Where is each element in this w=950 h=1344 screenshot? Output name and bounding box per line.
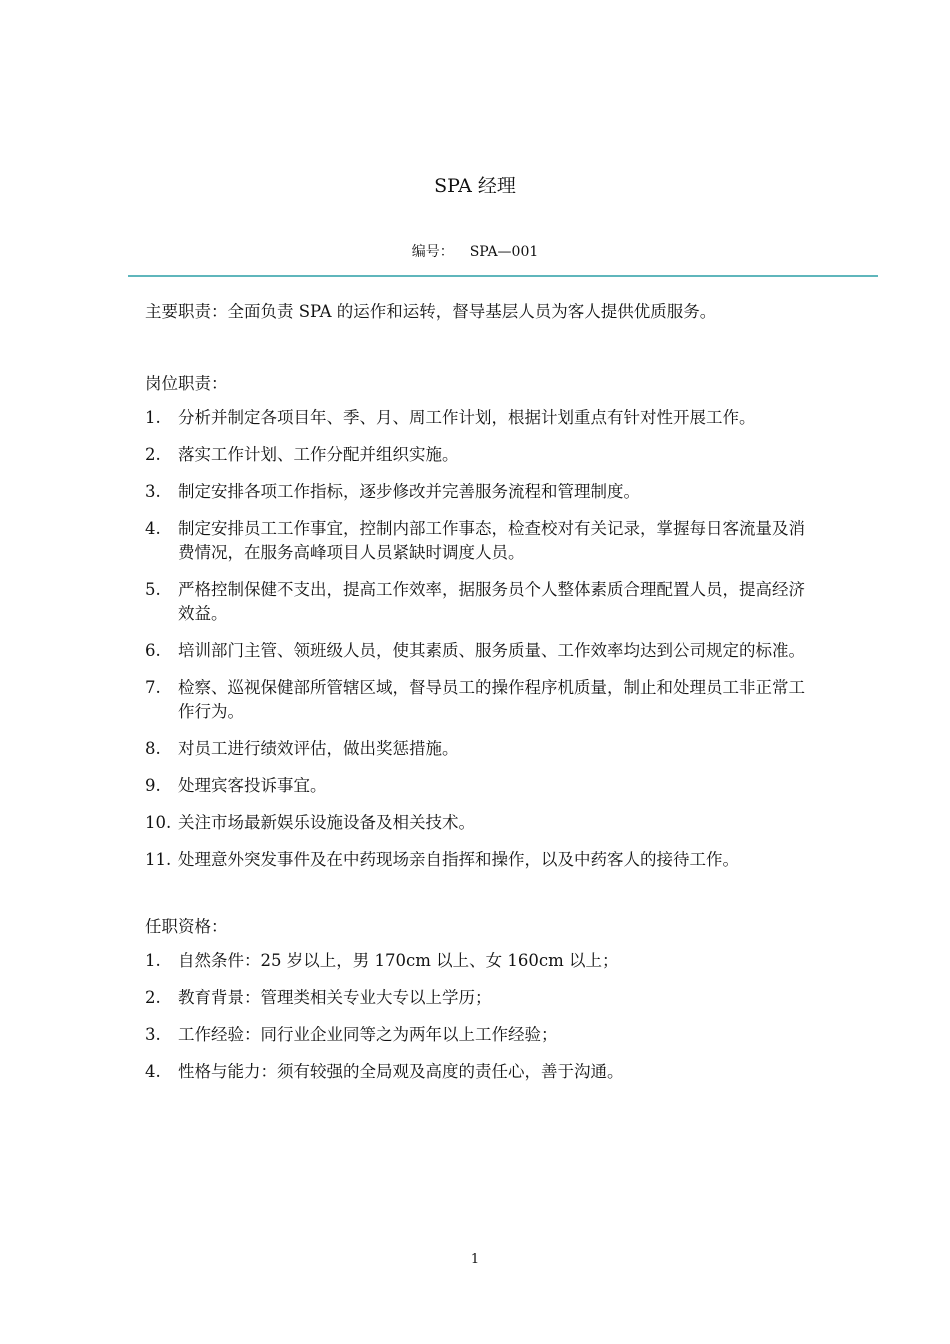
list-item-number: 3. bbox=[145, 482, 161, 501]
page-title: SPA 经理 bbox=[434, 175, 516, 197]
duty-item bbox=[145, 578, 810, 626]
list-item-text: 关注市场最新娱乐设施设备及相关技术。 bbox=[178, 813, 475, 832]
duty-item bbox=[145, 676, 810, 724]
duty-item bbox=[145, 443, 810, 467]
header-divider bbox=[128, 275, 878, 277]
list-item-number: 6. bbox=[145, 641, 161, 660]
list-item-number: 10. bbox=[145, 813, 172, 832]
list-item-number: 9. bbox=[145, 776, 161, 795]
list-item-number: 2. bbox=[145, 988, 161, 1007]
list-item-number: 11. bbox=[145, 850, 172, 869]
list-item-number: 4. bbox=[145, 519, 161, 538]
list-item-text: 处理宾客投诉事宜。 bbox=[178, 776, 327, 795]
duties-list bbox=[145, 406, 810, 872]
list-item-number: 3. bbox=[145, 1025, 161, 1044]
list-item-text: 分析并制定各项目年、季、月、周工作计划，根据计划重点有针对性开展工作。 bbox=[178, 408, 756, 427]
qualification-item bbox=[145, 986, 810, 1010]
duty-item bbox=[145, 639, 810, 663]
duty-item bbox=[145, 774, 810, 798]
duty-item bbox=[145, 737, 810, 761]
list-item-text: 处理意外突发事件及在中药现场亲自指挥和操作，以及中药客人的接待工作。 bbox=[178, 850, 739, 869]
list-item-text: 培训部门主管、领班级人员，使其素质、服务质量、工作效率均达到公司规定的标准。 bbox=[178, 641, 805, 660]
duties-heading: 岗位职责： bbox=[145, 374, 228, 393]
list-item-number: 5. bbox=[145, 580, 161, 599]
list-item-text: 检察、巡视保健部所管辖区域，督导员工的操作程序机质量，制止和处理员工非正常工作行为。 bbox=[178, 678, 805, 721]
list-item-number: 1. bbox=[145, 951, 161, 970]
document-code-value: SPA—001 bbox=[469, 244, 539, 260]
list-item-text: 严格控制保健不支出，提高工作效率，据服务员个人整体素质合理配置人员，提高经济效益。 bbox=[178, 580, 805, 623]
duty-item bbox=[145, 406, 810, 430]
list-item-text: 工作经验：同行业企业同等之为两年以上工作经验； bbox=[178, 1025, 558, 1044]
page-number: 1 bbox=[470, 1252, 480, 1267]
qualification-item bbox=[145, 1060, 810, 1084]
list-item-text: 制定安排各项工作指标，逐步修改并完善服务流程和管理制度。 bbox=[178, 482, 640, 501]
list-item-number: 1. bbox=[145, 408, 161, 427]
list-item-number: 7. bbox=[145, 678, 161, 697]
duty-item bbox=[145, 811, 810, 835]
main-responsibility: 主要职责：全面负责 SPA 的运作和运转，督导基层人员为客人提供优质服务。 bbox=[145, 302, 717, 321]
document-code-label: 编号： bbox=[411, 244, 454, 260]
qualifications-list bbox=[145, 949, 810, 1084]
qualification-item bbox=[145, 1023, 810, 1047]
list-item-text: 自然条件：25 岁以上，男 170cm 以上、女 160cm 以上； bbox=[178, 951, 619, 970]
list-item-number: 8. bbox=[145, 739, 161, 758]
duty-item bbox=[145, 517, 810, 565]
list-item-text: 性格与能力：须有较强的全局观及高度的责任心，善于沟通。 bbox=[178, 1062, 624, 1081]
list-item-text: 制定安排员工工作事宜，控制内部工作事态，检查校对有关记录，掌握每日客流量及消费情况，在服务高峰项目人员紧缺时调度人员。 bbox=[178, 519, 805, 562]
qualification-item bbox=[145, 949, 810, 973]
list-item-text: 教育背景：管理类相关专业大专以上学历； bbox=[178, 988, 492, 1007]
document-code bbox=[0, 243, 950, 261]
list-item-number: 4. bbox=[145, 1062, 161, 1081]
list-item-number: 2. bbox=[145, 445, 161, 464]
list-item-text: 对员工进行绩效评估，做出奖惩措施。 bbox=[178, 739, 459, 758]
qualifications-heading: 任职资格： bbox=[145, 917, 228, 936]
list-item-text: 落实工作计划、工作分配并组织实施。 bbox=[178, 445, 459, 464]
duty-item bbox=[145, 848, 810, 872]
document-body bbox=[145, 300, 810, 1097]
duty-item bbox=[145, 480, 810, 504]
